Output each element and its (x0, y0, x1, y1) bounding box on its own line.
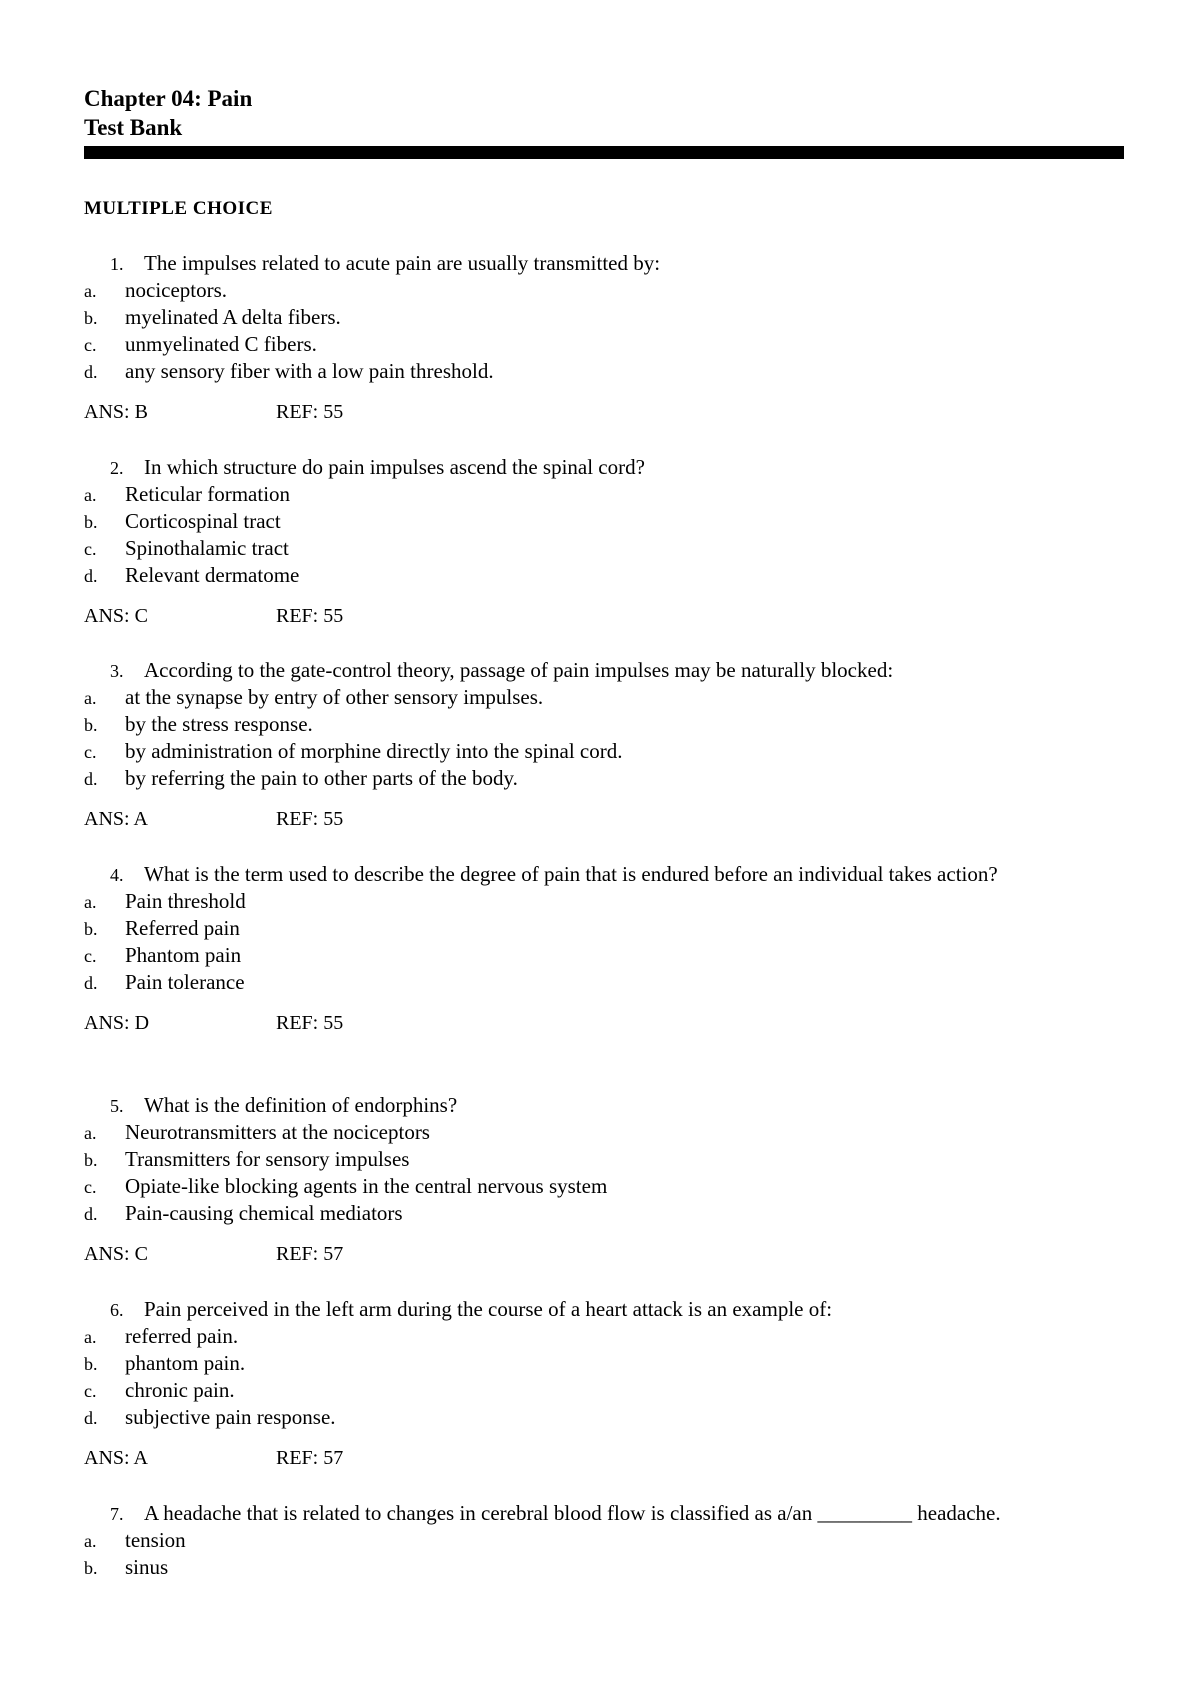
chapter-title: Chapter 04: Pain (84, 86, 253, 111)
answer-option (84, 1119, 1084, 1146)
question-text: In which structure do pain impulses ascend the spinal cord? (144, 455, 645, 479)
answer-option (84, 562, 1084, 589)
answer-key: ANS: A (84, 808, 148, 830)
option-letter: a. (84, 281, 97, 301)
question-number: 7. (110, 1504, 124, 1524)
answer-key-line (84, 1241, 1084, 1268)
option-text: nociceptors. (125, 278, 228, 302)
question-stem (84, 454, 1084, 481)
document-header (84, 84, 252, 142)
answer-option (84, 304, 1084, 331)
answer-option (84, 969, 1084, 996)
page-reference: REF: 55 (276, 808, 344, 830)
question-text: The impulses related to acute pain are usually transmitted by: (144, 251, 661, 275)
answer-option (84, 1527, 1084, 1554)
answer-key-line (84, 1445, 1084, 1472)
question-number: 5. (110, 1096, 124, 1116)
answer-option (84, 277, 1084, 304)
answer-option (84, 711, 1084, 738)
option-text: sinus (125, 1555, 169, 1579)
answer-option (84, 1200, 1084, 1227)
option-text: Opiate-like blocking agents in the central nervous system (125, 1174, 608, 1198)
page-reference: REF: 57 (276, 1447, 344, 1469)
answer-option (84, 1146, 1084, 1173)
question-stem (84, 1296, 1084, 1323)
question-stem (84, 1092, 1084, 1119)
answer-option (84, 738, 1084, 765)
question-item (84, 1092, 1084, 1268)
answer-key-line (84, 1010, 1084, 1037)
option-letter: b. (84, 715, 98, 735)
option-text: Relevant dermatome (125, 563, 300, 587)
option-letter: b. (84, 919, 98, 939)
question-item (84, 657, 1084, 833)
question-text: What is the definition of endorphins? (144, 1093, 458, 1117)
option-letter: d. (84, 769, 98, 789)
option-text: Neurotransmitters at the nociceptors (125, 1120, 430, 1144)
question-text: According to the gate-control theory, passage of pain impulses may be naturally blocked: (144, 658, 894, 682)
question-number: 1. (110, 254, 124, 274)
answer-option (84, 331, 1084, 358)
question-item (84, 250, 1084, 426)
option-text: by referring the pain to other parts of the body. (125, 766, 518, 790)
section-heading: MULTIPLE CHOICE (84, 198, 273, 219)
option-letter: c. (84, 1177, 97, 1197)
answer-option (84, 481, 1084, 508)
page-reference: REF: 55 (276, 1012, 344, 1034)
option-letter: a. (84, 1327, 97, 1347)
option-text: phantom pain. (125, 1351, 246, 1375)
option-text: Referred pain (125, 916, 240, 940)
question-item (84, 454, 1084, 630)
option-letter: a. (84, 485, 97, 505)
option-letter: c. (84, 1381, 97, 1401)
option-letter: c. (84, 335, 97, 355)
question-number: 4. (110, 865, 124, 885)
option-letter: d. (84, 362, 98, 382)
option-letter: b. (84, 512, 98, 532)
option-letter: a. (84, 1531, 97, 1551)
answer-option (84, 535, 1084, 562)
option-text: by the stress response. (125, 712, 313, 736)
page-reference: REF: 55 (276, 605, 344, 627)
option-text: unmyelinated C fibers. (125, 332, 317, 356)
option-letter: c. (84, 539, 97, 559)
answer-option (84, 765, 1084, 792)
option-letter: d. (84, 566, 98, 586)
answer-option (84, 508, 1084, 535)
answer-option (84, 1350, 1084, 1377)
option-text: Transmitters for sensory impulses (125, 1147, 410, 1171)
option-letter: c. (84, 946, 97, 966)
answer-option (84, 1377, 1084, 1404)
option-text: Phantom pain (125, 943, 242, 967)
answer-key-line (84, 806, 1084, 833)
answer-option (84, 358, 1084, 385)
answer-option (84, 915, 1084, 942)
question-item (84, 1500, 1084, 1581)
question-text: A headache that is related to changes in cerebral blood flow is classified as a/an _________ headache. (144, 1501, 1001, 1525)
option-text: Pain threshold (125, 889, 246, 913)
question-text: Pain perceived in the left arm during the course of a heart attack is an example of: (144, 1297, 833, 1321)
option-text: Corticospinal tract (125, 509, 281, 533)
page-reference: REF: 55 (276, 401, 344, 423)
question-stem (84, 861, 1084, 888)
option-letter: b. (84, 1150, 98, 1170)
option-text: myelinated A delta fibers. (125, 305, 341, 329)
question-stem (84, 250, 1084, 277)
option-letter: d. (84, 973, 98, 993)
option-text: subjective pain response. (125, 1405, 336, 1429)
question-text: What is the term used to describe the degree of pain that is endured before an individual takes action? (144, 862, 998, 886)
option-text: by administration of morphine directly into the spinal cord. (125, 739, 623, 763)
option-text: at the synapse by entry of other sensory impulses. (125, 685, 544, 709)
option-letter: b. (84, 1354, 98, 1374)
answer-option (84, 942, 1084, 969)
header-rule (84, 146, 1124, 159)
option-text: Pain tolerance (125, 970, 245, 994)
question-stem (84, 1500, 1084, 1527)
option-text: chronic pain. (125, 1378, 235, 1402)
option-text: Reticular formation (125, 482, 291, 506)
option-letter: d. (84, 1204, 98, 1224)
question-item (84, 861, 1084, 1037)
option-letter: b. (84, 308, 98, 328)
option-letter: a. (84, 1123, 97, 1143)
option-text: Pain-causing chemical mediators (125, 1201, 403, 1225)
answer-option (84, 1173, 1084, 1200)
option-letter: a. (84, 892, 97, 912)
answer-option (84, 684, 1084, 711)
option-text: any sensory fiber with a low pain threshold. (125, 359, 494, 383)
option-letter: a. (84, 688, 97, 708)
answer-option (84, 1554, 1084, 1581)
answer-key: ANS: C (84, 605, 148, 627)
answer-option (84, 888, 1084, 915)
option-text: Spinothalamic tract (125, 536, 289, 560)
answer-key: ANS: B (84, 401, 148, 423)
question-stem (84, 657, 1084, 684)
option-letter: c. (84, 742, 97, 762)
option-letter: d. (84, 1408, 98, 1428)
document-subtitle: Test Bank (84, 115, 183, 140)
answer-option (84, 1404, 1084, 1431)
question-number: 6. (110, 1300, 124, 1320)
question-number: 3. (110, 661, 124, 681)
answer-option (84, 1323, 1084, 1350)
answer-key: ANS: D (84, 1012, 150, 1034)
question-item (84, 1296, 1084, 1472)
answer-key: ANS: C (84, 1243, 148, 1265)
page-reference: REF: 57 (276, 1243, 344, 1265)
option-text: tension (125, 1528, 186, 1552)
answer-key: ANS: A (84, 1447, 148, 1469)
option-text: referred pain. (125, 1324, 239, 1348)
question-number: 2. (110, 458, 124, 478)
answer-key-line (84, 399, 1084, 426)
answer-key-line (84, 603, 1084, 630)
option-letter: b. (84, 1558, 98, 1578)
